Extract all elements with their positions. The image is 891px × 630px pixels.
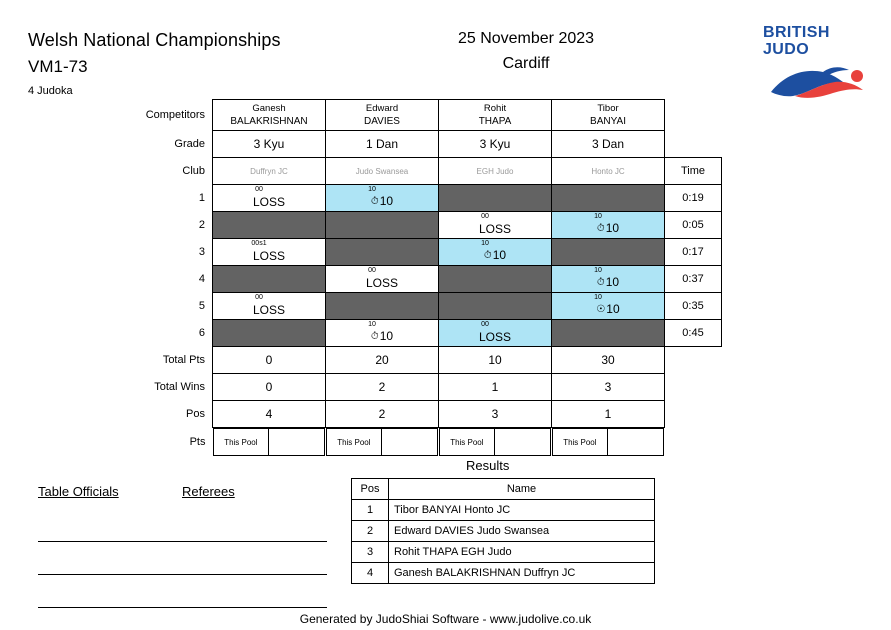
fight-3-cell-3-main: ⏱10 <box>483 248 507 262</box>
result-name-2: Edward DAVIES Judo Swansea <box>389 521 655 542</box>
table-row <box>352 542 655 563</box>
fight-1-cell-1-main: LOSS <box>252 195 285 209</box>
pts-pool-label-4: This Pool <box>552 429 608 456</box>
result-pos-2: 2 <box>352 521 389 542</box>
table-row <box>352 563 655 584</box>
fight-1-cell-1-sup: 00 <box>255 186 263 193</box>
table-row <box>137 212 722 239</box>
grade-1: 3 Kyu <box>213 131 326 158</box>
competitor-first-2: Edward <box>365 102 399 114</box>
pts-value-4[interactable] <box>608 429 663 456</box>
spacer-grade <box>665 131 722 158</box>
fight-3-cell-3-sup: 10 <box>481 240 489 247</box>
fight-5-cell-1-sup: 00 <box>255 294 263 301</box>
grade-4: 3 Dan <box>552 131 665 158</box>
referees-line-2[interactable] <box>182 554 327 575</box>
event-venue: Cardiff <box>502 55 550 72</box>
club-2: Judo Swansea <box>326 158 439 185</box>
row-label-fight-1: 1 <box>198 192 205 204</box>
spacer-pos <box>665 401 722 428</box>
total-wins-2: 2 <box>326 374 439 401</box>
row-label-total-pts: Total Pts <box>162 354 205 366</box>
fight-3-cell-2 <box>326 239 439 266</box>
spacer-total-pts <box>665 347 722 374</box>
judoka-figure-icon <box>765 62 873 100</box>
fight-3-cell-4 <box>552 239 665 266</box>
spacer-pts <box>665 428 722 457</box>
table-officials-title: Table Officials <box>38 484 119 499</box>
page-title: Welsh National Championships <box>28 30 281 50</box>
fight-4-cell-2[interactable] <box>326 266 439 293</box>
competitor-first-4: Tibor <box>597 102 619 114</box>
results-header-row <box>352 479 655 500</box>
fight-3-time: 0:17 <box>665 239 722 266</box>
fight-2-cell-1 <box>213 212 326 239</box>
fight-3-cell-1-main: LOSS <box>252 249 285 263</box>
total-pts-1: 0 <box>213 347 326 374</box>
table-row <box>352 521 655 542</box>
fight-4-cell-4-main: ⏱10 <box>596 275 620 289</box>
fight-1-cell-2[interactable] <box>326 185 439 212</box>
fight-6-cell-2-sup: 10 <box>368 321 376 328</box>
table-officials-block <box>38 484 183 608</box>
category-label: VM1-73 <box>28 57 88 76</box>
fight-3-cell-1-sup: 00s1 <box>251 240 267 247</box>
competitor-name-3 <box>439 100 552 131</box>
table-row <box>137 266 722 293</box>
fight-6-cell-2-main: ⏱10 <box>370 329 394 343</box>
table-officials-line-2[interactable] <box>38 554 183 575</box>
fight-4-cell-3 <box>439 266 552 293</box>
row-competitors <box>137 100 722 131</box>
spacer-competitors <box>665 100 722 131</box>
fight-6-cell-4 <box>552 320 665 347</box>
total-wins-1: 0 <box>213 374 326 401</box>
row-pos <box>137 401 722 428</box>
fight-5-cell-3 <box>439 293 552 320</box>
fight-5-cell-1[interactable] <box>213 293 326 320</box>
results-table <box>351 478 655 584</box>
table-officials-line-1[interactable] <box>38 521 183 542</box>
logo-line-1: BRITISH <box>763 24 830 41</box>
table-row <box>137 239 722 266</box>
table-row <box>137 185 722 212</box>
pts-value-3[interactable] <box>495 429 550 456</box>
fight-4-cell-4[interactable] <box>552 266 665 293</box>
pos-4: 1 <box>552 401 665 428</box>
fight-1-cell-2-main: ⏱10 <box>370 194 394 208</box>
competitor-last-4: BANYAI <box>590 115 626 127</box>
event-date: 25 November 2023 <box>457 30 595 47</box>
result-pos-1: 1 <box>352 500 389 521</box>
competitor-last-1: BALAKRISHNAN <box>230 115 308 127</box>
fight-2-cell-2 <box>326 212 439 239</box>
fight-4-cell-2-main: LOSS <box>365 276 398 290</box>
total-wins-3: 1 <box>439 374 552 401</box>
fight-1-cell-2-sup: 10 <box>368 186 376 193</box>
pts-cell-2 <box>326 428 439 457</box>
spacer-total-wins <box>665 374 722 401</box>
fight-2-cell-4[interactable] <box>552 212 665 239</box>
row-club <box>137 158 722 185</box>
pts-pool-label-1: This Pool <box>213 429 269 456</box>
result-name-4: Ganesh BALAKRISHNAN Duffryn JC <box>389 563 655 584</box>
row-label-grade: Grade <box>174 138 205 150</box>
referees-block <box>182 484 327 608</box>
clock-icon: ⏱ <box>370 331 379 342</box>
row-label-fight-6: 6 <box>198 327 205 339</box>
fight-2-cell-3[interactable] <box>439 212 552 239</box>
fight-2-cell-3-sup: 00 <box>481 213 489 220</box>
fight-2-cell-4-sup: 10 <box>594 213 602 220</box>
fight-5-cell-4[interactable] <box>552 293 665 320</box>
fight-4-cell-4-sup: 10 <box>594 267 602 274</box>
table-row <box>352 500 655 521</box>
competitor-name-4 <box>552 100 665 131</box>
fight-5-cell-4-main: ☉10 <box>596 302 620 316</box>
row-label-fight-3: 3 <box>198 246 205 258</box>
fight-4-cell-2-sup: 00 <box>368 267 376 274</box>
row-total-wins <box>137 374 722 401</box>
pts-pool-label-2: This Pool <box>326 429 382 456</box>
fight-6-cell-2[interactable] <box>326 320 439 347</box>
header-middle <box>446 30 606 73</box>
fight-1-cell-3 <box>439 185 552 212</box>
results-col-name: Name <box>389 479 655 500</box>
fight-6-cell-1 <box>213 320 326 347</box>
result-pos-3: 3 <box>352 542 389 563</box>
referees-line-1[interactable] <box>182 521 327 542</box>
total-pts-4: 30 <box>552 347 665 374</box>
table-row <box>137 293 722 320</box>
pts-pool-label-3: This Pool <box>439 429 495 456</box>
pts-value-1[interactable] <box>269 429 324 456</box>
logo-line-2: JUDO <box>763 41 810 58</box>
fight-4-cell-1 <box>213 266 326 293</box>
fight-1-cell-4 <box>552 185 665 212</box>
row-label-competitors: Competitors <box>145 109 205 121</box>
results-title: Results <box>466 458 510 473</box>
clock-icon: ⏱ <box>370 196 379 207</box>
clock-icon: ⏱ <box>596 277 605 288</box>
competitor-first-3: Rohit <box>483 102 507 114</box>
club-1: Duffryn JC <box>213 158 326 185</box>
fight-1-cell-1[interactable] <box>213 185 326 212</box>
pos-3: 3 <box>439 401 552 428</box>
pos-1: 4 <box>213 401 326 428</box>
row-label-fight-2: 2 <box>198 219 205 231</box>
row-total-pts <box>137 347 722 374</box>
fight-2-cell-4-main: ⏱10 <box>596 221 620 235</box>
result-name-3: Rohit THAPA EGH Judo <box>389 542 655 563</box>
fight-3-cell-1[interactable] <box>213 239 326 266</box>
club-4: Honto JC <box>552 158 665 185</box>
results-col-pos: Pos <box>352 479 389 500</box>
fight-6-cell-3-sup: 00 <box>481 321 489 328</box>
table-row <box>137 320 722 347</box>
clock-icon: ⏱ <box>596 223 605 234</box>
row-label-club: Club <box>182 165 205 177</box>
competitor-name-2 <box>326 100 439 131</box>
result-name-1: Tibor BANYAI Honto JC <box>389 500 655 521</box>
referees-line-3[interactable] <box>182 587 327 608</box>
pool-table <box>137 99 722 456</box>
table-officials-line-3[interactable] <box>38 587 183 608</box>
grade-3: 3 Kyu <box>439 131 552 158</box>
club-3: EGH Judo <box>439 158 552 185</box>
fight-2-time: 0:05 <box>665 212 722 239</box>
header-left <box>28 30 281 97</box>
result-pos-4: 4 <box>352 563 389 584</box>
competitor-name-1 <box>213 100 326 131</box>
fight-5-cell-1-main: LOSS <box>252 303 285 317</box>
fight-6-cell-3-main: LOSS <box>478 330 511 344</box>
fight-5-cell-2 <box>326 293 439 320</box>
fight-1-time: 0:19 <box>665 185 722 212</box>
grade-2: 1 Dan <box>326 131 439 158</box>
fight-2-cell-3-main: LOSS <box>478 222 511 236</box>
total-pts-2: 20 <box>326 347 439 374</box>
footer-credit: Generated by JudoShiai Software - www.judolive.co.uk <box>299 612 592 626</box>
fight-5-time: 0:35 <box>665 293 722 320</box>
fight-5-cell-4-sup: 10 <box>594 294 602 301</box>
pts-cell-1 <box>213 428 326 457</box>
grip-icon: ☉ <box>596 304 606 315</box>
competitor-last-3: THAPA <box>478 115 512 127</box>
fight-4-time: 0:37 <box>665 266 722 293</box>
total-wins-4: 3 <box>552 374 665 401</box>
row-label-fight-4: 4 <box>198 273 205 285</box>
row-label-fight-5: 5 <box>198 300 205 312</box>
pos-2: 2 <box>326 401 439 428</box>
total-pts-3: 10 <box>439 347 552 374</box>
pts-cell-4 <box>552 428 665 457</box>
clock-icon: ⏱ <box>483 250 492 261</box>
judoka-count: 4 Judoka <box>28 85 73 97</box>
competitor-first-1: Ganesh <box>252 102 286 114</box>
fight-6-cell-3[interactable] <box>439 320 552 347</box>
row-grade <box>137 131 722 158</box>
fight-3-cell-3[interactable] <box>439 239 552 266</box>
competitor-last-2: DAVIES <box>364 115 400 127</box>
fight-6-time: 0:45 <box>665 320 722 347</box>
row-label-pts: Pts <box>189 435 206 448</box>
row-label-pos: Pos <box>186 408 205 420</box>
time-column-header: Time <box>665 158 722 185</box>
pts-cell-3 <box>439 428 552 457</box>
referees-title: Referees <box>182 484 235 499</box>
british-judo-logo <box>763 24 873 100</box>
pts-value-2[interactable] <box>382 429 437 456</box>
row-pts <box>137 428 722 457</box>
row-label-total-wins: Total Wins <box>154 381 205 393</box>
